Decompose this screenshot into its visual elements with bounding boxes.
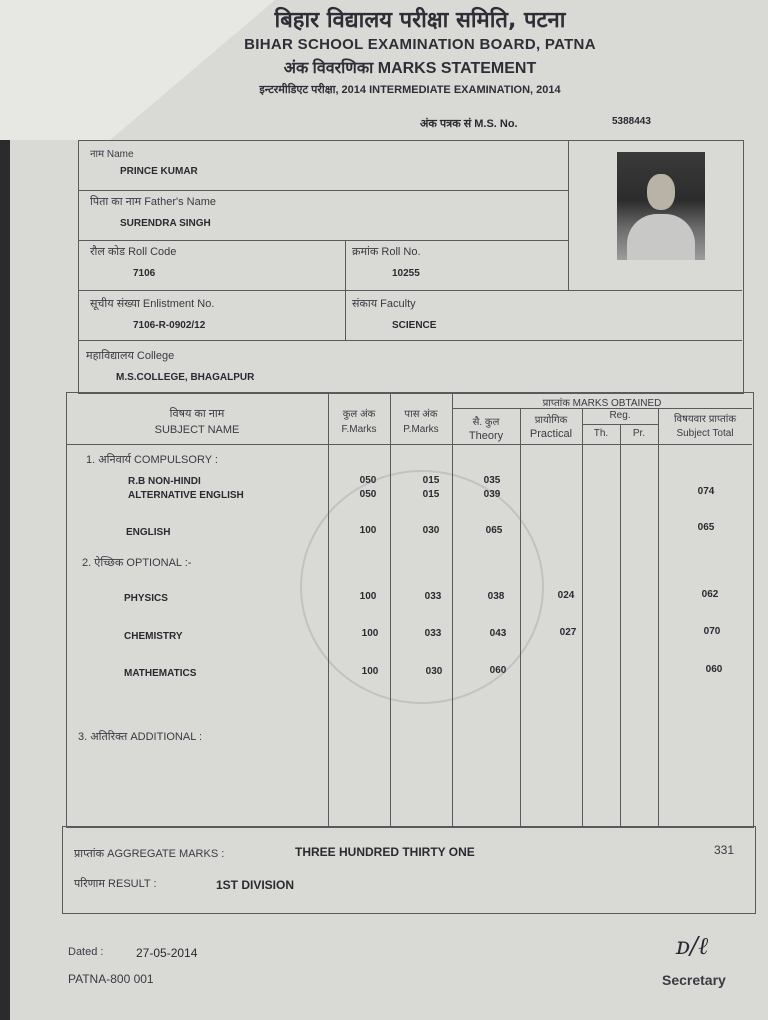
table-row-pmarks: 015 bbox=[422, 489, 440, 500]
ms-no-label: अंक पत्रक सं M.S. No. bbox=[420, 118, 518, 130]
enlistment-no: 7106-R-0902/12 bbox=[133, 320, 206, 331]
table-row-subject: MATHEMATICS bbox=[124, 668, 197, 679]
college-label: महाविद्यालय College bbox=[86, 350, 175, 362]
college-name: M.S.COLLEGE, BHAGALPUR bbox=[116, 372, 255, 383]
pmarks-header: P.Marks bbox=[403, 424, 439, 435]
board-name-english: BIHAR SCHOOL EXAMINATION BOARD, PATNA bbox=[244, 36, 596, 53]
additional-section-label: 3. अतिरिक्त ADDITIONAL : bbox=[78, 731, 203, 743]
table-row-theory: 043 bbox=[489, 628, 507, 639]
table-row-theory: 038 bbox=[487, 591, 505, 602]
table-row-total: 062 bbox=[701, 589, 719, 600]
issue-date: 27-05-2014 bbox=[136, 946, 198, 960]
aggregate-frame bbox=[62, 826, 756, 914]
table-row-subject: R.B NON-HINDI bbox=[128, 476, 201, 487]
table-row-theory: 065 bbox=[485, 525, 503, 536]
secretary-signature: ᴅ/ℓ bbox=[676, 932, 709, 960]
board-name-hindi: बिहार विद्यालय परीक्षा समिति, पटना bbox=[274, 8, 566, 33]
student-name: PRINCE KUMAR bbox=[120, 166, 198, 177]
roll-no-label: क्रमांक Roll No. bbox=[352, 246, 421, 258]
board-seal-stamp bbox=[300, 470, 544, 704]
father-name: SURENDRA SINGH bbox=[120, 218, 211, 229]
roll-code: 7106 bbox=[133, 268, 156, 279]
practical-header-hindi: प्रायोगिक bbox=[534, 415, 568, 426]
table-row-fmarks: 100 bbox=[361, 666, 379, 677]
table-row-fmarks: 050 bbox=[359, 475, 377, 486]
exam-title: इन्टरमीडिएट परीक्षा, 2014 INTERMEDIATE EXAMINATION, 2014 bbox=[259, 84, 561, 96]
enlistment-label: सूचीय संख्या Enlistment No. bbox=[90, 298, 215, 310]
table-row-subject: ALTERNATIVE ENGLISH bbox=[128, 490, 244, 501]
student-photo bbox=[617, 152, 705, 260]
table-row-fmarks: 050 bbox=[359, 489, 377, 500]
table-row-fmarks: 100 bbox=[359, 591, 377, 602]
table-row-subject: ENGLISH bbox=[126, 527, 171, 538]
table-row-total: 074 bbox=[697, 486, 715, 497]
table-row-pmarks: 015 bbox=[422, 475, 440, 486]
table-row-practical: 027 bbox=[559, 627, 577, 638]
pmarks-header-hindi: पास अंक bbox=[404, 409, 438, 420]
issuing-place: PATNA-800 001 bbox=[68, 972, 154, 986]
roll-code-label: रौल कोड Roll Code bbox=[90, 246, 177, 258]
father-name-label: पिता का नाम Father's Name bbox=[90, 196, 217, 208]
table-row-subject: CHEMISTRY bbox=[124, 631, 183, 642]
reg-header: Reg. bbox=[609, 410, 631, 421]
marks-obtained-header: प्राप्तांक MARKS OBTAINED bbox=[542, 398, 662, 409]
fmarks-header-hindi: कुल अंक bbox=[342, 409, 376, 420]
aggregate-in-words: THREE HUNDRED THIRTY ONE bbox=[295, 845, 475, 859]
faculty: SCIENCE bbox=[392, 320, 437, 331]
subject-header-hindi: विषय का नाम bbox=[169, 408, 225, 420]
optional-section-label: 2. ऐच्छिक OPTIONAL :- bbox=[82, 557, 192, 569]
faculty-label: संकाय Faculty bbox=[352, 298, 416, 310]
compulsory-section-label: 1. अनिवार्य COMPULSORY : bbox=[86, 454, 218, 466]
table-row-pmarks: 033 bbox=[424, 628, 442, 639]
table-row-practical: 024 bbox=[557, 590, 575, 601]
table-row-theory: 035 bbox=[483, 475, 501, 486]
aggregate-marks: 331 bbox=[714, 843, 735, 857]
table-row-fmarks: 100 bbox=[359, 525, 377, 536]
table-row-pmarks: 033 bbox=[424, 591, 442, 602]
table-row-theory: 060 bbox=[489, 665, 507, 676]
subject-total-header: Subject Total bbox=[676, 428, 734, 439]
table-row-theory: 039 bbox=[483, 489, 501, 500]
result-label: परिणाम RESULT : bbox=[74, 878, 157, 890]
reg-pr-header: Pr. bbox=[632, 428, 646, 439]
aggregate-label: प्राप्तांक AGGREGATE MARKS : bbox=[74, 848, 225, 860]
practical-header: Practical bbox=[529, 428, 573, 440]
dated-label: Dated : bbox=[68, 946, 104, 958]
theory-header: Theory bbox=[468, 430, 504, 442]
theory-header-hindi: सै. कुल bbox=[472, 417, 500, 428]
table-row-pmarks: 030 bbox=[422, 525, 440, 536]
subject-total-header-hindi: विषयवार प्राप्तांक bbox=[673, 414, 737, 425]
subject-header: SUBJECT NAME bbox=[154, 424, 240, 436]
table-row-total: 070 bbox=[703, 626, 721, 637]
result-value: 1ST DIVISION bbox=[216, 878, 295, 892]
table-row-subject: PHYSICS bbox=[124, 593, 168, 604]
ms-no-value: 5388443 bbox=[612, 116, 651, 127]
table-row-total: 065 bbox=[697, 522, 715, 533]
roll-no: 10255 bbox=[392, 268, 420, 279]
reg-th-header: Th. bbox=[593, 428, 609, 439]
table-row-total: 060 bbox=[705, 664, 723, 675]
table-row-pmarks: 030 bbox=[425, 666, 443, 677]
secretary-title: Secretary bbox=[662, 972, 726, 988]
statement-title: अंक विवरणिका MARKS STATEMENT bbox=[283, 60, 537, 77]
table-row-fmarks: 100 bbox=[361, 628, 379, 639]
fmarks-header: F.Marks bbox=[341, 424, 377, 435]
name-label: नाम Name bbox=[90, 149, 134, 160]
